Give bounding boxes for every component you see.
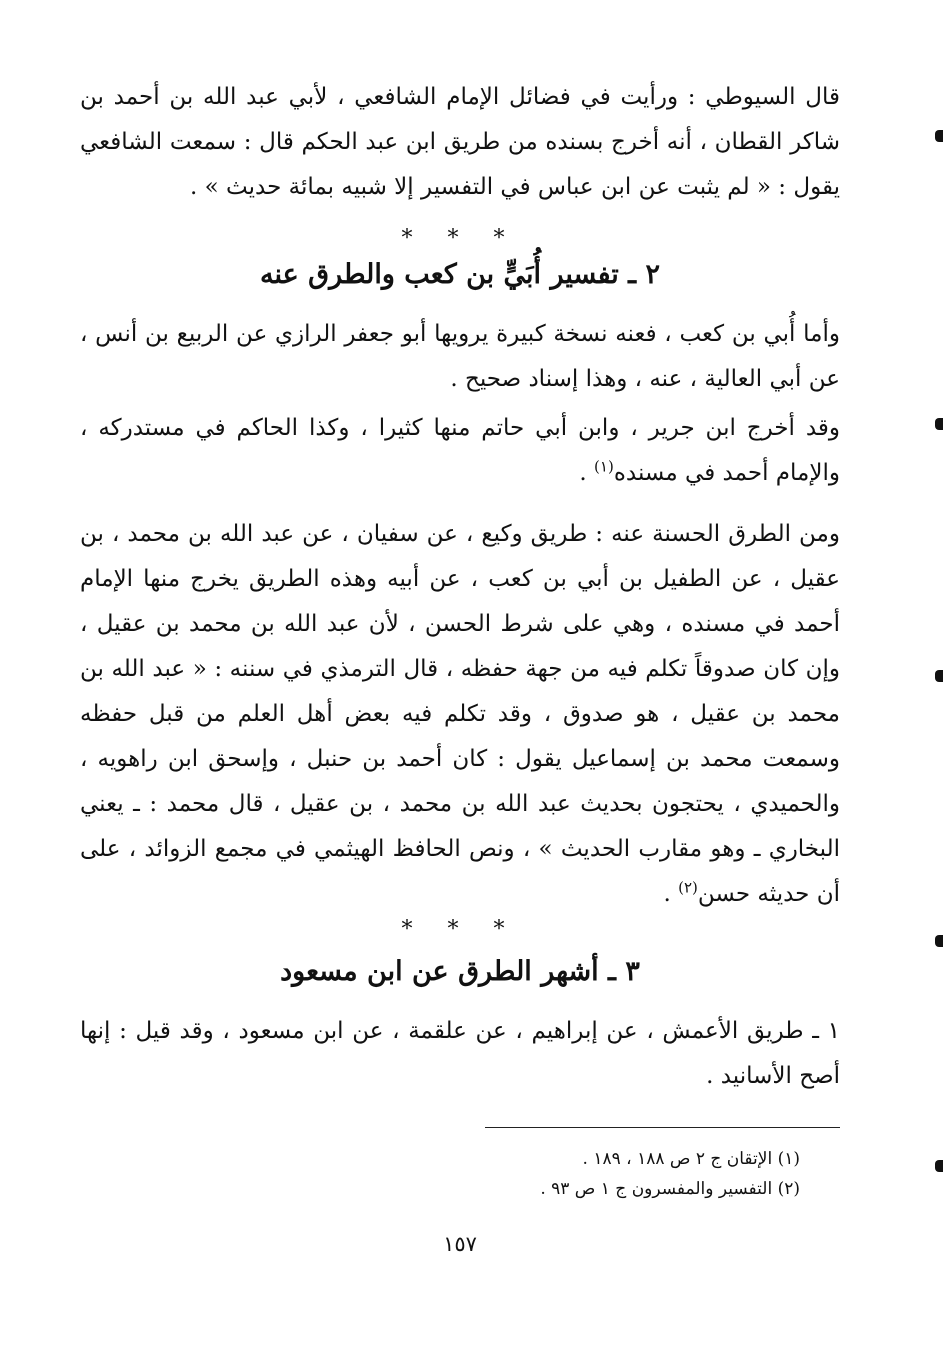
section-2-paragraph-3: [80, 512, 840, 917]
footnote-1: (١) الإتقان ج ٢ ص ١٨٨ ، ١٨٩ .: [582, 1149, 800, 1169]
section-separator: * * *: [401, 226, 519, 251]
margin-mark: [935, 935, 943, 947]
footnote-ref-1: (١): [594, 457, 614, 476]
section-3-heading: ٣ ـ أشهر الطرق عن ابن مسعود: [280, 956, 640, 987]
intro-paragraph: قال السيوطي : ورأيت في فضائل الإمام الشافعي ، لأبي عبد الله بن أحمد بن شاكر القطان ، أنه أخرج بسنده من طريق ابن عبد الحكم قال : سمعت الشافعي يقول : « لم يثبت عن ابن عباس في التفسير إلا شبيه بمائة حديث » .: [80, 84, 840, 200]
margin-mark: [935, 130, 943, 142]
margin-mark: [935, 418, 943, 430]
margin-mark: [935, 670, 943, 682]
margin-mark: [935, 1160, 943, 1172]
paragraph-text: ومن الطرق الحسنة عنه : طريق وكيع ، عن سفيان ، عن عبد الله بن محمد ، بن عقيل ، عن الطفيل بن أبي بن كعب ، عن أبيه وهذه الطريق يخرج منها الإمام أحمد في مسنده ، وهي على شرط الحسن ، لأن عبد الله بن محمد بن عقيل ، وإن كان صدوقاً تكلم فيه من جهة حفظه ، قال الترمذي في سننه : « عبد الله بن محمد بن عقيل ، هو صدوق ، وقد تكلم فيه بعض أهل العلم من قبل حفظه وسمعت محمد بن إسماعيل يقول : كان أحمد بن حنبل ، وإسحق ابن راهويه ، والحميدي ، يحتجون بحديث عبد الله بن محمد ، بن عقيل ، قال محمد : ـ يعني البخاري ـ وهو مقارب الحديث » ، ونص الحافظ الهيثمي في مجمع الزوائد ، على أن حديثه حسن: [80, 521, 840, 907]
page-number: ١٥٧: [443, 1232, 477, 1256]
footnote-divider: [485, 1127, 840, 1128]
section-separator: * * *: [401, 917, 519, 942]
paragraph-end: .: [579, 460, 595, 486]
section-2-heading: ٢ ـ تفسير أُبَيٍّ بن كعب والطرق عنه: [259, 259, 660, 290]
footnote-2: (٢) التفسير والمفسرون ج ١ ص ٩٣ .: [540, 1179, 800, 1199]
paragraph-text: وقد أخرج ابن جرير ، وابن أبي حاتم منها كثيرا ، وكذا الحاكم في مستدركه ، والإمام أحمد في مسنده: [80, 415, 840, 486]
footnote-ref-2: (٢): [678, 878, 698, 897]
section-3-paragraph-1: ١ ـ طريق الأعمش ، عن إبراهيم ، عن علقمة ، عن ابن مسعود ، وقد قيل : إنها أصح الأسانيد .: [80, 1018, 840, 1089]
paragraph-end: .: [663, 881, 679, 907]
section-2-paragraph-1: وأما أُبي بن كعب ، فعنه نسخة كبيرة يرويها أبو جعفر الرازي عن الربيع بن أنس ، عن أبي العالية ، عنه ، وهذا إسناد صحيح .: [80, 321, 840, 392]
section-2-paragraph-2: [80, 406, 840, 496]
document-page: [80, 75, 840, 1256]
